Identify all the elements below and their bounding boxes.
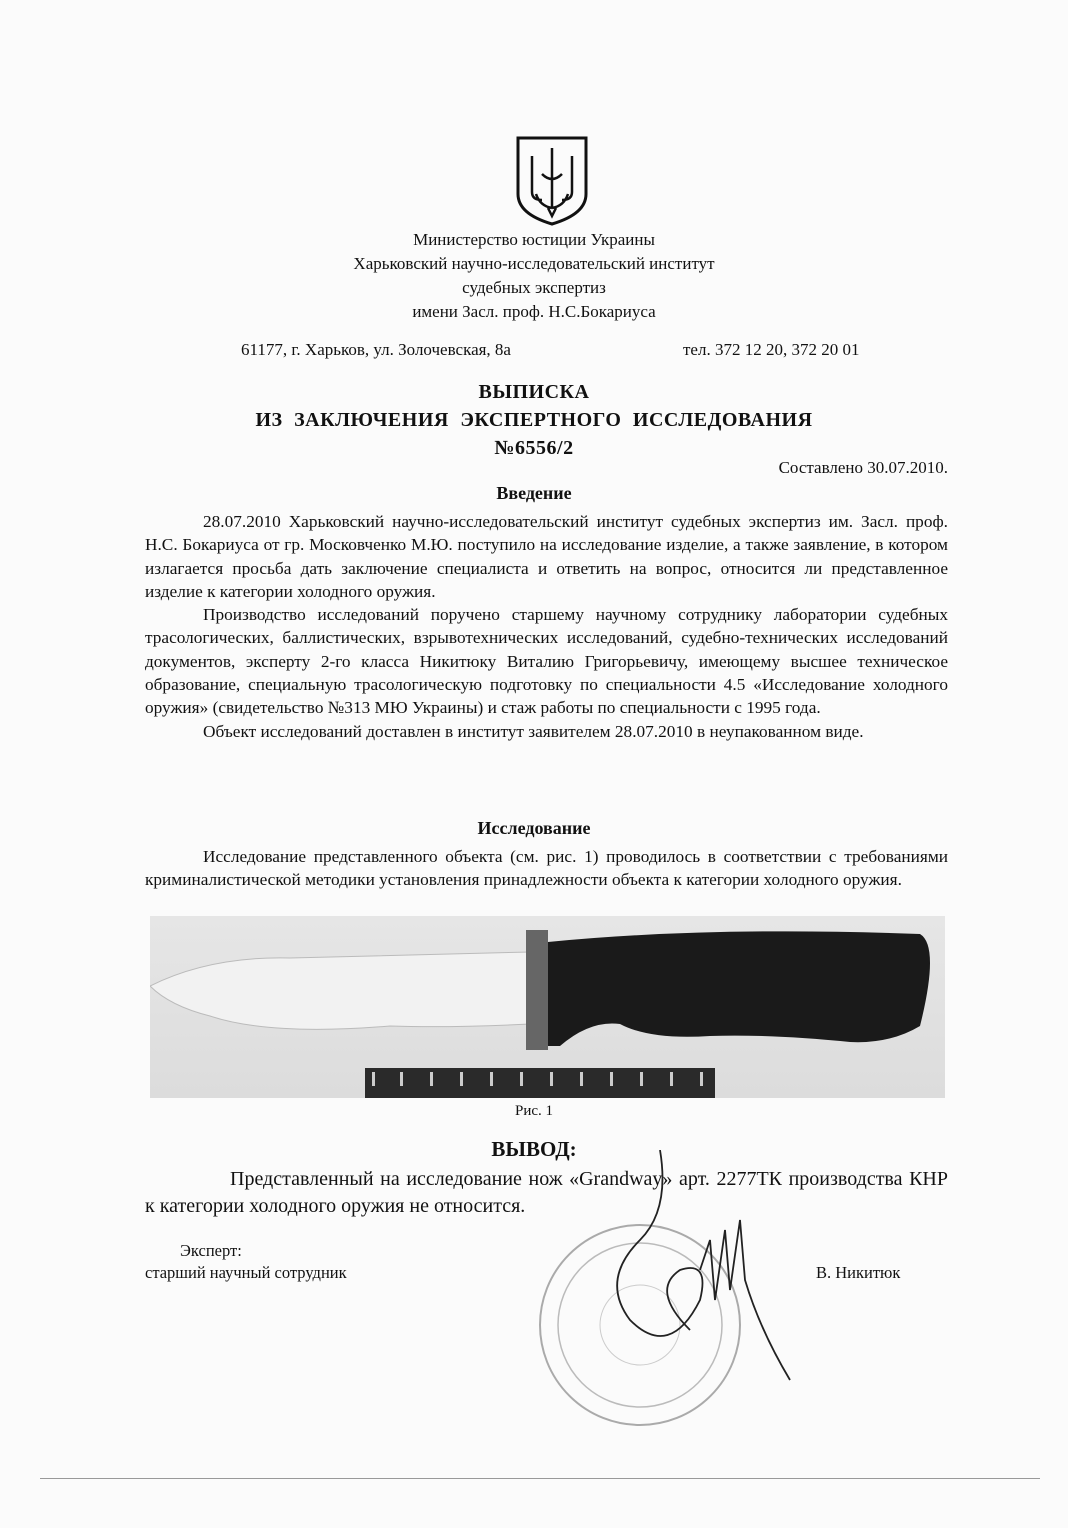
- institute-name: Харьковский научно-исследовательский институт: [353, 254, 715, 273]
- expert-position: старший научный сотрудник: [145, 1263, 347, 1282]
- intro-paragraph: 28.07.2010 Харьковский научно-исследовательский институт судебных экспертиз им. Засл. проф. Н.С. Бокариуса от гр. Московченко М.Ю. поступило на исследование изделие, а также заявление, в котором излагается просьба дать заключение специалиста и ответить на вопрос, относится ли представленное изделие к категории холодного оружия.: [145, 512, 948, 601]
- figure-caption: Рис. 1: [514, 1103, 554, 1119]
- research-heading: Исследование: [477, 818, 591, 838]
- knife-photo: [150, 916, 945, 1098]
- conclusion-paragraph: Представленный на исследование нож «Grandway» арт. 2277ТК производства КНР к категории холодного оружия не относится.: [145, 1168, 948, 1217]
- document-title: [0, 378, 1068, 462]
- research-section: [145, 845, 948, 892]
- expert-name: В. Никитюк: [816, 1263, 901, 1282]
- intro-paragraph: Объект исследований доставлен в институт заявителем 28.07.2010 в неупакованном виде.: [203, 721, 864, 741]
- coat-of-arms-icon: [512, 134, 592, 228]
- conclusion-heading: ВЫВОД:: [491, 1137, 577, 1161]
- title-line-2: ИЗ ЗАКЛЮЧЕНИЯ ЭКСПЕРТНОГО ИССЛЕДОВАНИЯ: [255, 409, 813, 431]
- scan-edge-line: [40, 1478, 1040, 1479]
- institute-name-2: судебных экспертиз: [462, 278, 606, 297]
- institution-header: [0, 228, 1068, 324]
- ministry-name: Министерство юстиции Украины: [413, 230, 655, 249]
- institute-name-3: имени Засл. проф. Н.С.Бокариуса: [412, 302, 656, 321]
- intro-heading: Введение: [496, 483, 572, 503]
- title-line-1: ВЫПИСКА: [478, 381, 590, 403]
- intro-section: [145, 510, 948, 743]
- handwritten-signature: [560, 1150, 800, 1390]
- phone: тел. 372 12 20, 372 20 01: [683, 340, 860, 359]
- intro-paragraph: Производство исследований поручено старшему научному сотруднику лаборатории судебных трасологических, баллистических, взрывотехнических исследований, судебно-технических исследований документов, эксперту 2-го класса Никитюку Виталию Григорьевичу, имеющему высшее техническое образование, специальную трасологическую подготовку по специальности 4.5 «Исследование холодного оружия» (свидетельство №313 МЮ Украины) и стаж работы по специальности с 1995 года.: [145, 605, 948, 718]
- address: 61177, г. Харьков, ул. Золочевская, 8а: [241, 340, 511, 359]
- document-number: №6556/2: [494, 437, 574, 459]
- expert-label: Эксперт:: [180, 1241, 242, 1260]
- research-paragraph: Исследование представленного объекта (см. рис. 1) проводилось в соответствии с требованиями криминалистической методики установления принадлежности объекта к категории холодного оружия.: [145, 847, 948, 890]
- composed-date: Составлено 30.07.2010.: [778, 458, 948, 477]
